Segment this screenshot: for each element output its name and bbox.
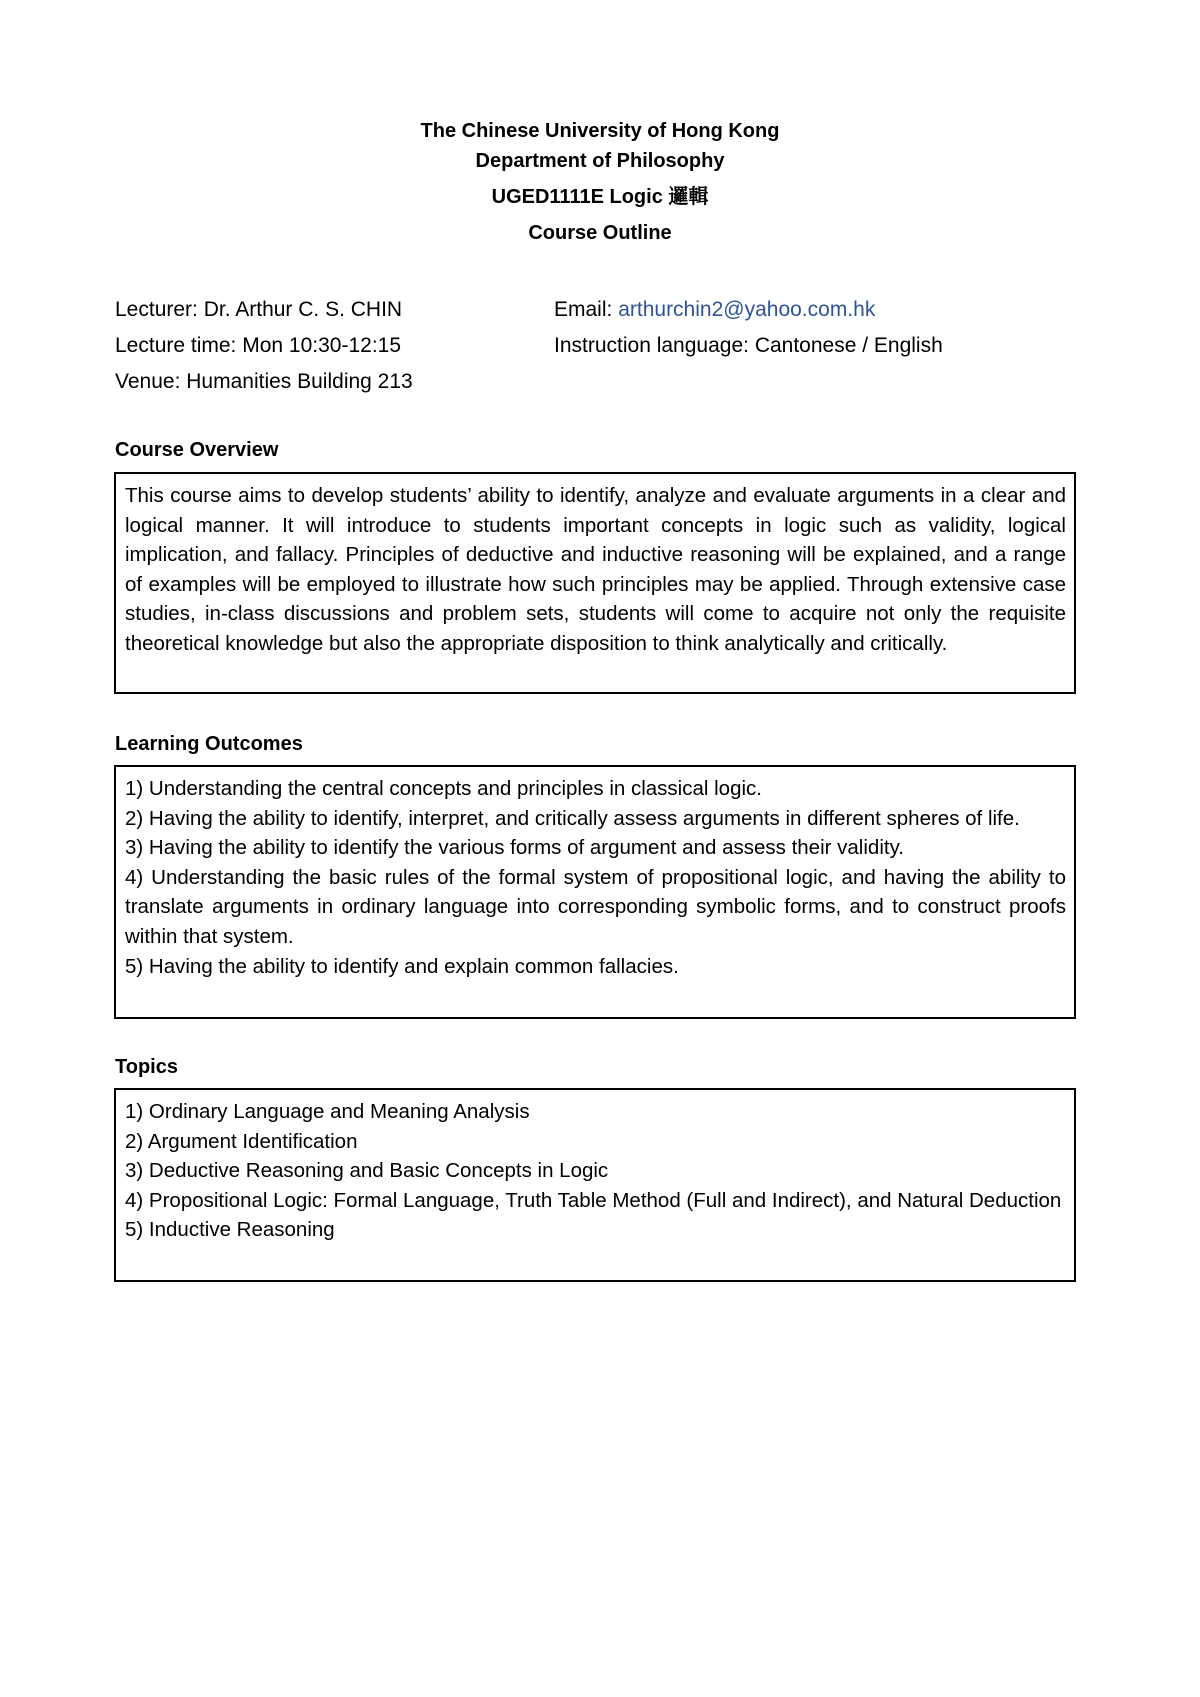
overview-text: This course aims to develop students’ ability to identify, analyze and evaluate arguments in a clear and logical manner. It will introduce to students important concepts in logic such as validity, logical implication, and fallacy. Principles of deductive and inductive reasoning will be explained, and a range of examples will be employed to illustrate how such principles may be applied. Through extensive case studies, in-class discussions and problem sets, students will come to acquire not only the requisite theoretical knowledge but also the appropriate disposition to think analytically and critically. xyxy=(125,484,1066,655)
venue-row xyxy=(115,364,413,400)
language-label: Instruction language: xyxy=(554,334,749,357)
overview-title: Course Overview xyxy=(115,439,279,461)
topic-item: 1) Ordinary Language and Meaning Analysis xyxy=(125,1100,530,1123)
document-title: Course Outline xyxy=(528,222,672,244)
document-header xyxy=(0,116,1200,248)
outcome-item: 1) Understanding the central concepts and principles in classical logic. xyxy=(125,777,762,800)
outcome-item: 5) Having the ability to identify and explain common fallacies. xyxy=(125,954,679,978)
topic-item: 3) Deductive Reasoning and Basic Concepts in Logic xyxy=(125,1159,609,1183)
email-row xyxy=(554,292,943,328)
language-value: Cantonese / English xyxy=(754,334,943,357)
language-row xyxy=(554,328,943,364)
topic-item: 5) Inductive Reasoning xyxy=(125,1218,335,1242)
topics-box xyxy=(114,1088,1076,1282)
venue-value: Humanities Building 213 xyxy=(186,370,413,393)
topics-title: Topics xyxy=(115,1056,178,1078)
outcomes-box xyxy=(114,765,1076,1019)
course-info-right xyxy=(554,292,943,364)
lecturer-label: Lecturer: xyxy=(115,298,198,321)
venue-label: Venue: xyxy=(115,370,181,393)
lecture-time-row xyxy=(115,328,413,364)
course-info-left xyxy=(115,292,413,400)
topic-item: 4) Propositional Logic: Formal Language, Truth Table Method (Full and Indirect), and Natural Deduction xyxy=(125,1188,1062,1212)
lecture-time-label: Lecture time: xyxy=(115,334,237,357)
overview-box xyxy=(114,472,1076,694)
topic-item: 2) Argument Identification xyxy=(125,1129,358,1153)
department-name: Department of Philosophy xyxy=(475,150,725,172)
outcome-item: 4) Understanding the basic rules of the formal system of propositional logic, and having the ability to translate arguments in ordinary language into corresponding symbolic forms, and to construct proofs within that system. xyxy=(125,865,1066,948)
lecturer-row xyxy=(115,292,413,328)
email-label: Email: xyxy=(554,298,613,321)
university-name: The Chinese University of Hong Kong xyxy=(420,120,780,142)
outcome-item: 2) Having the ability to identify, interpret, and critically assess arguments in different spheres of life. xyxy=(125,806,1020,830)
outcome-item: 3) Having the ability to identify the various forms of argument and assess their validity. xyxy=(125,836,904,860)
lecture-time-value: Mon 10:30-12:15 xyxy=(242,334,402,357)
email-link[interactable]: arthurchin2@yahoo.com.hk xyxy=(618,298,876,321)
outcomes-title: Learning Outcomes xyxy=(115,733,303,755)
course-code-title: UGED1111E Logic 邏輯 xyxy=(491,186,709,208)
lecturer-value: Dr. Arthur C. S. CHIN xyxy=(203,298,403,321)
